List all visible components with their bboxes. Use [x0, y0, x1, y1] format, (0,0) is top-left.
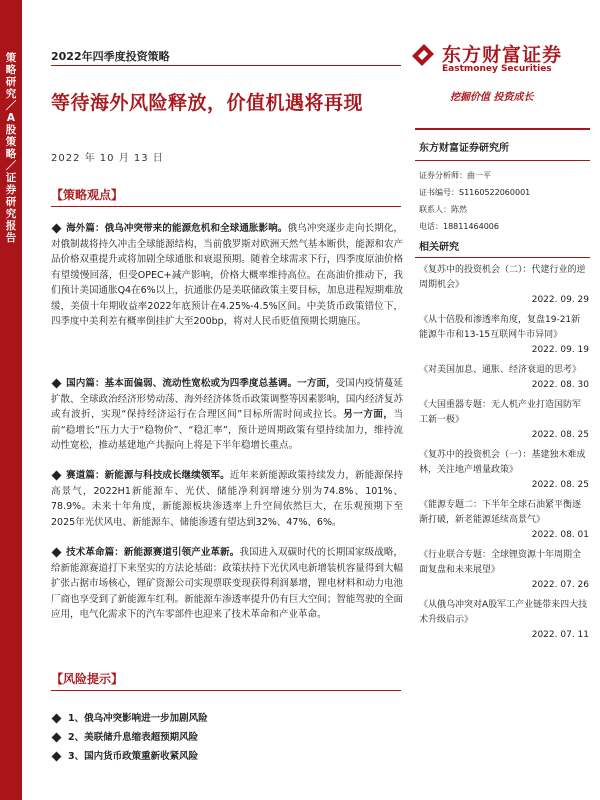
bullet-diamond-icon [52, 713, 62, 723]
logo-name-cn: 东方财富证券 [442, 44, 563, 66]
related-title[interactable]: 《对美国加息、通胀、经济衰退的思考》 [419, 365, 582, 375]
related-item[interactable] [419, 263, 589, 308]
paragraph-body: 我国进入双碳时代的长期国家级战略，给新能源赛道打下来坚实的方法论基础：政策扶持下光伏风电新增装机容量得到大幅扩张占据市场核心，锂矿资源公司实现票联变现获得利润暴增，锂电材料和动力电池厂商也享受到了新能源车红利。新能源车渗透率提升仍有巨大空间；智能驾驶的全面应用，电气化需求下的汽车零部件也迎来了技术革命和产业革命。 [51, 547, 403, 620]
side-band-text: 策略研究／A股策略／证券研究报告 [5, 52, 17, 244]
related-item[interactable] [419, 313, 589, 358]
logo-name-en: Eastmoney Securities [442, 64, 552, 74]
risk-heading: 【风险提示】 [51, 672, 124, 686]
paragraph-domestic [51, 376, 403, 454]
phone-row: 电话：18811464006 [419, 222, 499, 231]
report-date: 2022 年 10 月 13 日 [51, 153, 164, 164]
related-item[interactable] [419, 398, 589, 443]
related-date: 2022. 08. 30 [531, 380, 589, 390]
related-title[interactable]: 《行业联合专题：全球锂资源十年周期全面复盘和未来展望》 [419, 550, 582, 575]
bullet-diamond-icon [52, 547, 62, 557]
related-date: 2022. 07. 26 [531, 580, 589, 590]
analyst-panel [415, 128, 590, 235]
paragraph-overseas [51, 221, 403, 330]
company-logo [410, 38, 590, 78]
risk-rule [51, 690, 401, 691]
page-title: 等待海外风险释放，价值机遇将再现 [51, 92, 364, 114]
related-title[interactable]: 《能源专题二：下半年全球石油紧平衡逐渐打破，新老能源延续高景气》 [419, 500, 582, 525]
related-date: 2022. 08. 01 [531, 530, 589, 540]
logo-mark-icon [410, 42, 436, 68]
risk-item: 2、美联储升息缩表超预期风险 [51, 728, 403, 747]
risk-item: 1、俄乌冲突影响进一步加剧风险 [51, 709, 403, 728]
strategy-heading: 【策略观点】 [51, 188, 124, 202]
related-heading: 相关研究 [415, 238, 590, 258]
paragraph-sector [51, 468, 403, 530]
related-item[interactable] [419, 598, 589, 643]
related-title[interactable]: 《从俄乌冲突对A股军工产业链带来四大技术升级启示》 [419, 600, 588, 625]
related-item[interactable] [419, 448, 589, 493]
paragraph-lead-2: 另一方面， [343, 409, 394, 420]
analyst-row: 证券分析师：曲一平 [419, 171, 491, 180]
paragraph-lead: 海外篇：俄乌冲突带来的能源危机和全球通胀影响。 [66, 223, 288, 234]
related-title[interactable]: 《从十倍股和渗透率角度，复盘19-21新能源牛市和13-15互联网牛市异同》 [419, 315, 581, 340]
related-list [419, 263, 589, 648]
related-date: 2022. 09. 29 [531, 295, 589, 305]
institute-name: 东方财富证券研究所 [415, 128, 590, 161]
slogan: 挖掘价值 投资成长 [450, 92, 534, 103]
strategy-rule [51, 206, 401, 207]
paragraph-body-2: 当前“稳增长”压力大于“稳物价”、“稳汇率”，预计逆周期政策有望持续加力，维持流动性宽松，推动基建地产共振向上将是下半年稳增长重点。 [51, 409, 403, 451]
paragraph-body: 受国内疫情蔓延扩散、全球政治经济形势动荡、海外经济体货币政策调整等因素影响，国内经济复苏或有波折，实现“保持经济运行在合理区间”目标所需时间或拉长。 [51, 378, 403, 420]
paragraph-lead: 技术革命篇：新能源赛道引领产业革新。 [66, 547, 240, 558]
paragraph-body: 俄乌冲突逐步走向长期化，对俄制裁将持久冲击全球能源结构，当前俄罗斯对欧洲天然气基本断供，能源和农产品价格双重提升或将加剧全球通胀和衰退预期。随着全球需求下行，四季度原油价格有望缓慢回落，但受OPEC+减产影响，价格大概率维持高位。在高油价推动下，我们预计美国通胀Q4在6%以上，抗通胀仍是美联储政策主要目标，加息进程短期难放缓，美债十年期收益率2022年底预计在4.25%-4.5%区间。中美货币政策错位下，四季度中美利差有概率倒挂扩大至200bp，将对人民币贬值预期长期施压。 [51, 223, 403, 327]
related-title[interactable]: 《复苏中的投资机会（二）：代建行业的逆周期机会》 [419, 265, 586, 290]
risk-list [51, 709, 403, 766]
analyst-info [415, 161, 590, 235]
contact-row: 联系人：陈然 [419, 205, 467, 214]
paragraph-body: 近年来新能源政策持续发力，新能源保持高景气，2022H1新能源车、光伏、储能净利润增速分别为74.8%、101%、78.9%。未来十年角度，新能源板块渗透率上升空间依然巨大，在乐观预期下至2025年光伏风电、新能源车、储能渗透有望达到32%、47%、6%。 [51, 470, 403, 528]
paragraph-lead: 赛道篇：新能源与科技成长继续领军。 [66, 470, 230, 481]
header-rule [51, 65, 401, 66]
related-item[interactable] [419, 498, 589, 543]
related-date: 2022. 09. 19 [531, 345, 589, 355]
risk-item: 3、国内货币政策重新收紧风险 [51, 747, 403, 766]
paragraph-tech [51, 545, 403, 623]
related-date: 2022. 07. 11 [531, 630, 589, 640]
related-item[interactable] [419, 363, 589, 393]
bullet-diamond-icon [52, 751, 62, 761]
related-item[interactable] [419, 548, 589, 593]
bullet-diamond-icon [52, 732, 62, 742]
bullet-diamond-icon [52, 470, 62, 480]
related-date: 2022. 08. 25 [531, 430, 589, 440]
paragraph-lead: 国内篇：基本面偏弱、流动性宽松或为四季度总基调。一方面， [66, 378, 336, 389]
bullet-diamond-icon [52, 223, 62, 233]
related-title[interactable]: 《复苏中的投资机会（一）：基建独木难成林，关注地产增量政策》 [419, 450, 586, 475]
report-type: 2022年四季度投资策略 [51, 50, 170, 63]
related-date: 2022. 08. 25 [531, 480, 589, 490]
bullet-diamond-icon [52, 378, 62, 388]
related-title[interactable]: 《大国重器专题：无人机产业打造国防军工新一极》 [419, 400, 582, 425]
cert-row: 证书编号：S1160522060001 [419, 188, 531, 197]
